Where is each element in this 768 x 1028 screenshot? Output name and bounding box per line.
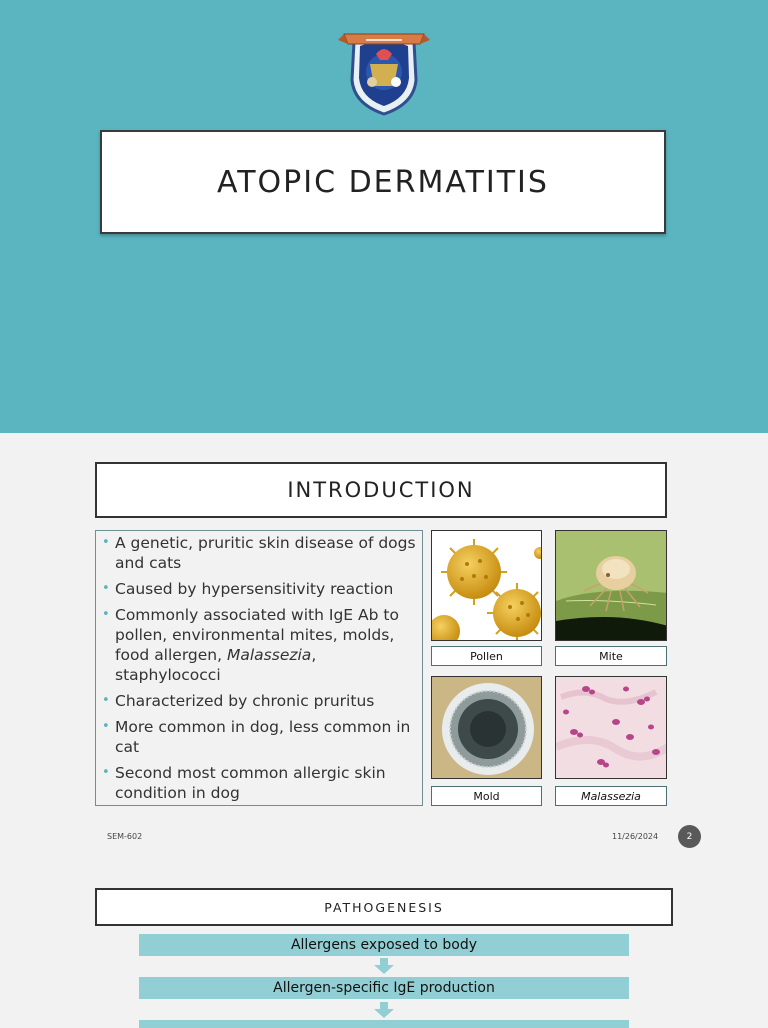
bullet-item [100,717,418,757]
down-arrow-icon [374,958,394,974]
down-arrow-icon [374,1002,394,1018]
pathogenesis-heading-box [95,888,673,926]
page-number: 2 [686,831,693,842]
bullet-text: Characterized by chronic pruritus [115,692,375,710]
malassezia-caption-text: Malassezia [581,789,641,803]
step-text: Allergens exposed to body [290,937,478,953]
bullet-icon: • [102,693,110,708]
pollen-caption [431,646,542,666]
introduction-slide [0,433,768,863]
bullet-text: More common in dog, less common in cat [115,718,411,756]
pathogenesis-step [139,977,629,999]
title-slide [0,0,768,433]
bullet-text: Second most common allergic skin condition in dog [115,764,386,802]
bullet-text: A genetic, pruritic skin disease of dogs and cats [115,534,416,572]
pathogenesis-step [139,934,629,956]
mold-caption [431,786,542,806]
bullet-item [100,579,418,599]
mold-image [431,676,542,779]
bullet-text-italic: Malassezia [227,646,312,664]
title-box [100,130,666,234]
bullet-icon: • [102,765,110,780]
bullet-item [100,763,418,803]
bullet-text-post: , staphylococci [115,646,317,684]
bullet-text: Caused by hypersensitivity reaction [115,580,394,598]
pollen-caption-text: Pollen [470,649,503,663]
bullet-text-pre: Commonly associated with IgE Ab to pollen, environmental mites, molds, food allergen, [115,606,399,664]
bullet-list [100,533,418,803]
mite-caption-text: Mite [599,649,623,663]
university-crest-logo [336,20,432,116]
pathogenesis-heading: PATHOGENESIS [324,899,444,915]
mold-caption-text: Mold [473,789,500,803]
bullet-item [100,691,418,711]
mite-caption [555,646,667,666]
bullet-item [100,605,418,685]
bullet-item [100,533,418,573]
slide-title: ATOPIC DERMATITIS [217,164,549,200]
step-text: Allergen-specific IgE production [273,980,495,996]
bullet-icon: • [102,581,110,596]
footer-course-code: SEM-602 [107,832,143,841]
pathogenesis-slide [0,863,768,1024]
bullet-icon: • [102,607,110,622]
page-number-badge [678,825,701,848]
introduction-heading: INTRODUCTION [287,478,475,502]
bullet-icon: • [102,719,110,734]
malassezia-caption [555,786,667,806]
mite-image [555,530,667,641]
introduction-heading-box [95,462,667,518]
pollen-image [431,530,542,641]
malassezia-image [555,676,667,779]
bullet-list-box [95,530,423,806]
bullet-icon: • [102,535,110,550]
pathogenesis-step-partial [139,1020,629,1028]
footer-date: 11/26/2024 [612,832,659,841]
